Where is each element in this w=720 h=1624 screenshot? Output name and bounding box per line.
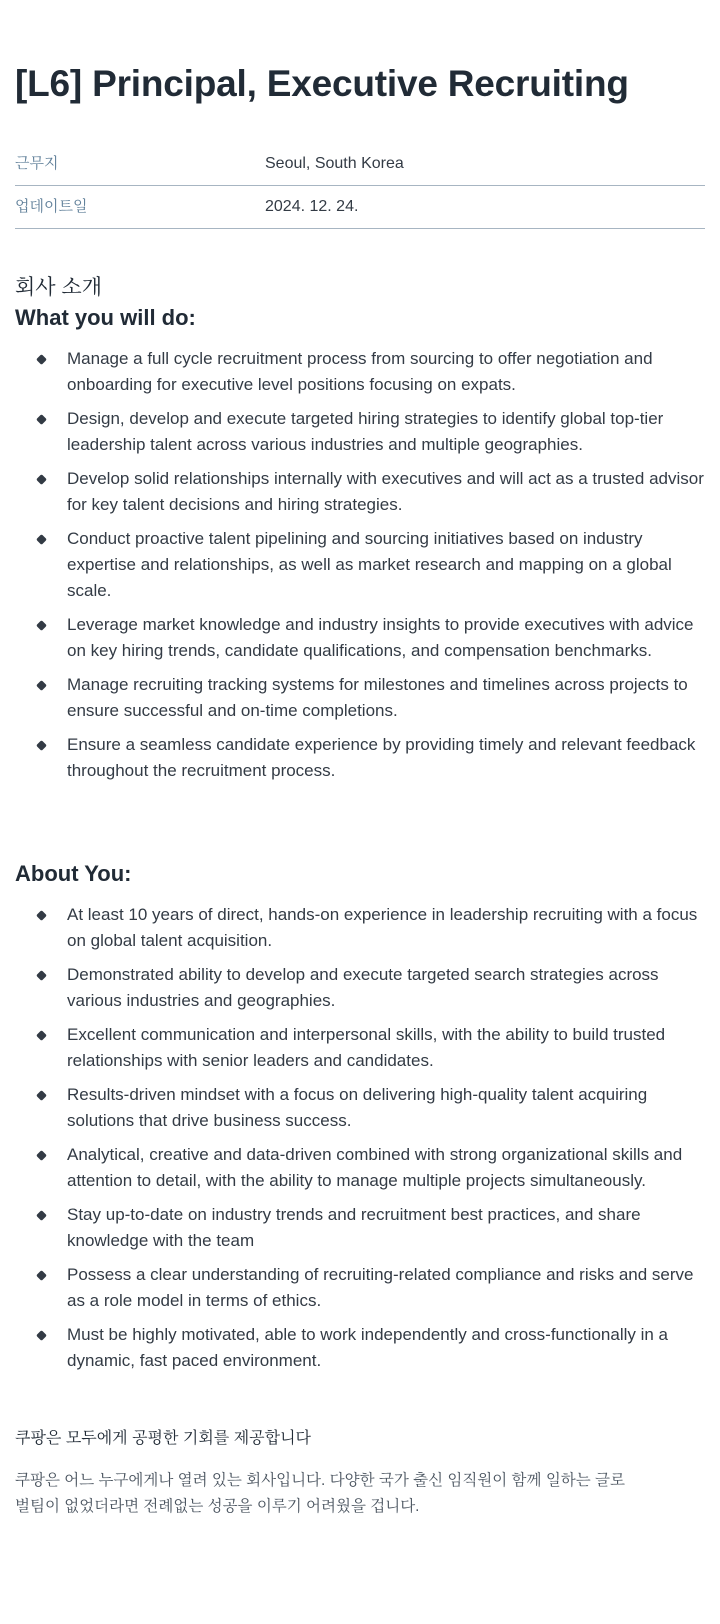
list-item-text: Stay up-to-date on industry trends and recruitment best practices, and share knowledge with the team	[67, 1205, 641, 1250]
bullet-icon	[36, 1270, 47, 1281]
list-item-text: Must be highly motivated, able to work independently and cross-functionally in a dynamic, fast paced environment.	[67, 1325, 669, 1370]
list-item	[15, 962, 705, 1014]
list-item-text: Leverage market knowledge and industry insights to provide executives with advice on key hiring trends, candidate qualifications, and compensation benchmarks.	[67, 615, 694, 660]
list-item	[15, 1022, 705, 1074]
bullet-icon	[36, 680, 47, 691]
list-item-text: Ensure a seamless candidate experience by providing timely and relevant feedback throughout the recruitment process.	[67, 735, 696, 780]
list-item	[15, 1142, 705, 1194]
list-item	[15, 346, 705, 398]
list-item	[15, 406, 705, 458]
company-intro-heading: 회사 소개	[15, 276, 102, 299]
list-item-text: Design, develop and execute targeted hiring strategies to identify global top-tier leadership talent across various industries and multiple geographies.	[67, 409, 664, 454]
bullet-icon	[36, 354, 47, 365]
bullet-icon	[36, 414, 47, 425]
responsibilities-list	[15, 346, 705, 792]
qualifications-list	[15, 902, 705, 1382]
bullet-icon	[36, 534, 47, 545]
qualifications-heading: About You:	[15, 861, 132, 886]
bullet-icon	[36, 740, 47, 751]
bullet-icon	[36, 1090, 47, 1101]
list-item-text: Excellent communication and interpersonal skills, with the ability to build trusted relationships with senior leaders and candidates.	[67, 1025, 666, 1070]
bullet-icon	[36, 970, 47, 981]
list-item-text: Manage recruiting tracking systems for milestones and timelines across projects to ensure successful and on-time completions.	[67, 675, 688, 720]
list-item	[15, 612, 705, 664]
location-label: 근무지	[15, 155, 59, 172]
bullet-icon	[36, 1210, 47, 1221]
job-title: [L6] Principal, Executive Recruiting	[15, 63, 629, 104]
location-value: Seoul, South Korea	[265, 155, 404, 172]
list-item	[15, 672, 705, 724]
list-item	[15, 1082, 705, 1134]
list-item	[15, 1322, 705, 1374]
meta-row-updated	[15, 186, 705, 229]
list-item-text: Manage a full cycle recruitment process from sourcing to offer negotiation and onboarding for executive level positions focusing on expats.	[67, 349, 653, 394]
list-item-text: Conduct proactive talent pipelining and sourcing initiatives based on industry expertise and relationships, as well as market research and mapping on a global scale.	[67, 529, 672, 600]
list-item	[15, 902, 705, 954]
bullet-icon	[36, 1150, 47, 1161]
list-item	[15, 732, 705, 784]
list-item	[15, 1262, 705, 1314]
list-item-text: At least 10 years of direct, hands-on experience in leadership recruiting with a focus on global talent acquisition.	[67, 905, 698, 950]
list-item-text: Analytical, creative and data-driven combined with strong organizational skills and attention to detail, with the ability to manage multiple projects simultaneously.	[67, 1145, 683, 1190]
list-item	[15, 526, 705, 604]
list-item-text: Demonstrated ability to develop and execute targeted search strategies across various industries and geographies.	[67, 965, 659, 1010]
meta-row-location	[15, 143, 705, 186]
list-item-text: Results-driven mindset with a focus on delivering high-quality talent acquiring solutions that drive business success.	[67, 1085, 648, 1130]
list-item-text: Develop solid relationships internally with executives and will act as a trusted advisor for key talent decisions and hiring strategies.	[67, 469, 704, 514]
bullet-icon	[36, 910, 47, 921]
list-item	[15, 466, 705, 518]
bullet-icon	[36, 1030, 47, 1041]
updated-label: 업데이트일	[15, 198, 88, 215]
list-item	[15, 1202, 705, 1254]
list-item-text: Possess a clear understanding of recruiting-related compliance and risks and serve as a role model in terms of ethics.	[67, 1265, 694, 1310]
responsibilities-heading: What you will do:	[15, 305, 196, 330]
updated-value: 2024. 12. 24.	[265, 198, 359, 215]
equal-opportunity-heading: 쿠팡은 모두에게 공평한 기회를 제공합니다	[15, 1430, 311, 1447]
bullet-icon	[36, 1330, 47, 1341]
bullet-icon	[36, 620, 47, 631]
job-meta-table	[15, 143, 705, 229]
bullet-icon	[36, 474, 47, 485]
equal-opportunity-body: 쿠팡은 어느 누구에게나 열려 있는 회사입니다. 다양한 국가 출신 임직원이 함께 일하는 글로벌팀이 없었더라면 전례없는 성공을 이루기 어려웠을 겁니다.	[15, 1472, 625, 1515]
